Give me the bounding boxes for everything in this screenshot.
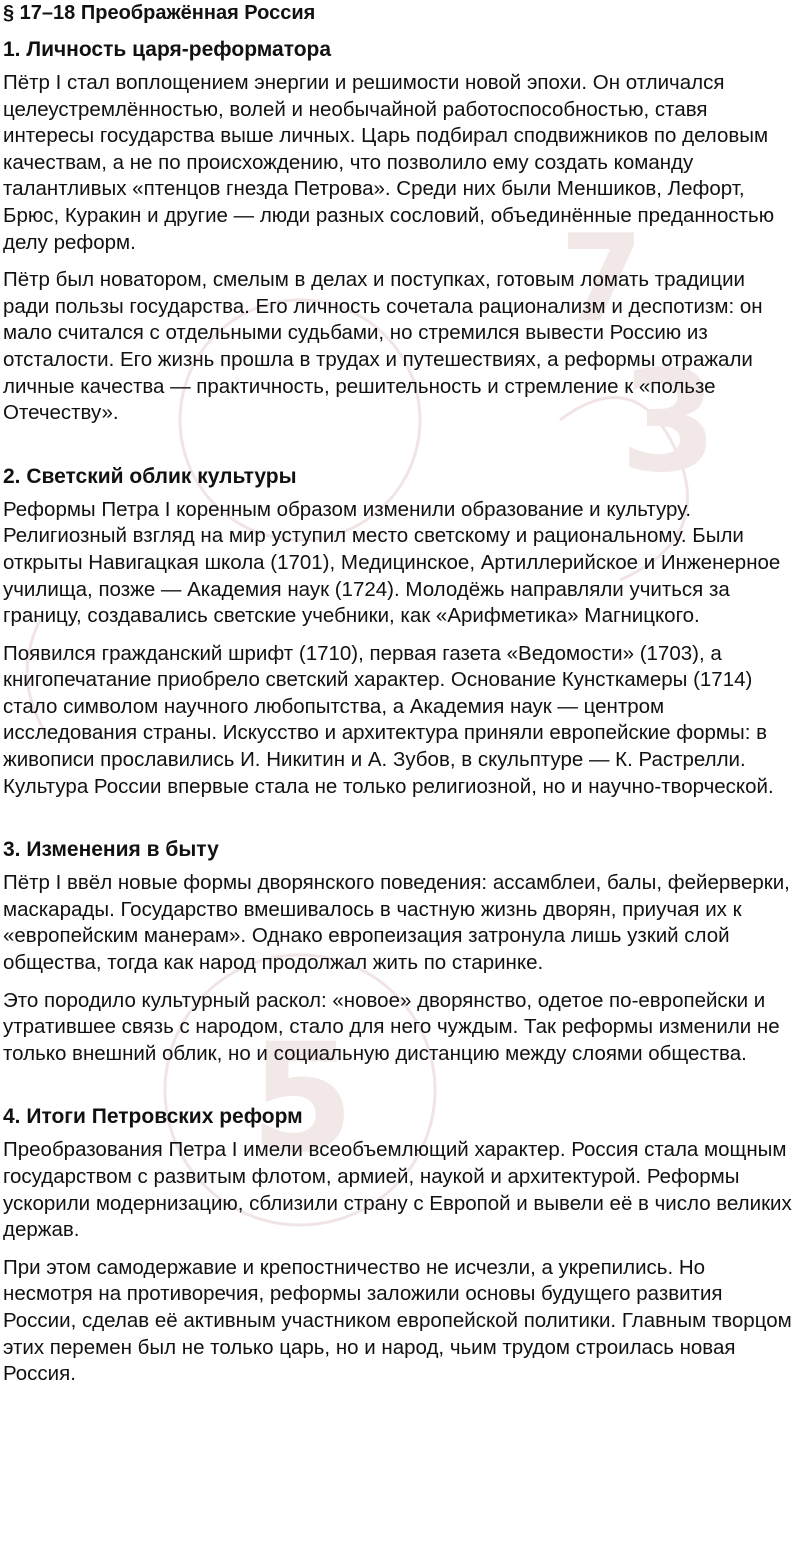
paragraph: При этом самодержавие и крепостничество не исчезли, а укрепились. Но несмотря на противоречия, реформы заложили основы будущего развития России, сделав её активным участником европейской политики. Главным творцом этих перемен был не только царь, но и народ, чьим трудом строилась новая Россия. <box>3 1255 792 1386</box>
section-culture <box>3 463 794 801</box>
section-heading: 2. Светский облик культуры <box>3 464 297 488</box>
section-personality <box>3 36 794 427</box>
paragraph: Пётр был новатором, смелым в делах и поступках, готовым ломать традиции ради пользы государства. Его личность сочетала рационализм и деспотизм: он мало считался с отдельными судьбами, но стремился вывести Россию из отсталости. Его жизнь прошла в трудах и путешествиях, а реформы отражали личные качества — практичность, решительность и стремление к «пользе Отечеству». <box>3 268 763 425</box>
svg-text:7: 7 <box>560 210 644 349</box>
section-heading: 4. Итоги Петровских реформ <box>3 1105 303 1129</box>
svg-text:3: 3 <box>620 341 718 504</box>
paragraph: Это породило культурный раскол: «новое» дворянство, одетое по-европейски и утратившее связь с народом, стало для него чуждым. Так реформы изменили не только внешний облик, но и социальную дистанцию между слоями общества. <box>3 988 780 1065</box>
section-heading: 3. Изменения в быту <box>3 838 219 862</box>
paragraph: Пётр I ввёл новые формы дворянского поведения: ассамблеи, балы, фейерверки, маскарады. Государство вмешивалось в частную жизнь дворян, приучая их к «европейским манерам». Однако европеизация затронула лишь узкий слой общества, тогда как народ продолжал жить по старинке. <box>3 871 790 975</box>
section-daily-life <box>3 836 794 1067</box>
paragraph: Пётр I стал воплощением энергии и решимости новой эпохи. Он отличался целеустремлённостью, волей и необычайной работоспособностью, ставя интересы государства выше личных. Царь подбирал сподвижников по деловым качествам, а не по происхождению, что позволило ему создать команду талантливых «птенцов гнезда Петрова». Среди них были Меншиков, Лефорт, Брюс, Куракин и другие — люди разных сословий, объединённые преданностью делу реформ. <box>3 71 775 254</box>
section-results <box>3 1103 794 1387</box>
svg-text:5: 5 <box>250 1012 355 1186</box>
paragraph: Преобразования Петра I имели всеобъемлющий характер. Россия стала мощным государством с развитым флотом, армией, наукой и архитектурой. Реформы ускорили модернизацию, сблизили страну с Европой и вывели её в число великих держав. <box>3 1138 792 1242</box>
paragraph: Появился гражданский шрифт (1710), первая газета «Ведомости» (1703), а книгопечатание приобрело светский характер. Основание Кунсткамеры (1714) стало символом научного любопытства, а Академия наук — центром исследования страны. Искусство и архитектура приняли европейские формы: в живописи прославились И. Никитин и А. Зубов, в скульптуре — К. Растрелли. Культура России впервые стала не только религиозной, но и научно-творческой. <box>3 641 774 798</box>
doc-title: § 17–18 Преображённая Россия <box>3 2 316 24</box>
section-heading: 1. Личность царя-реформатора <box>3 38 332 61</box>
paragraph: Реформы Петра I коренным образом изменили образование и культуру. Религиозный взгляд на мир уступил место светскому и рациональному. Были открыты Навигацкая школа (1701), Медицинское, Артиллерийское и Инженерное училища, позже — Академия наук (1724). Молодёжь направляли учиться за границу, создавались светские учебники, как «Арифметика» Магницкого. <box>3 497 781 628</box>
